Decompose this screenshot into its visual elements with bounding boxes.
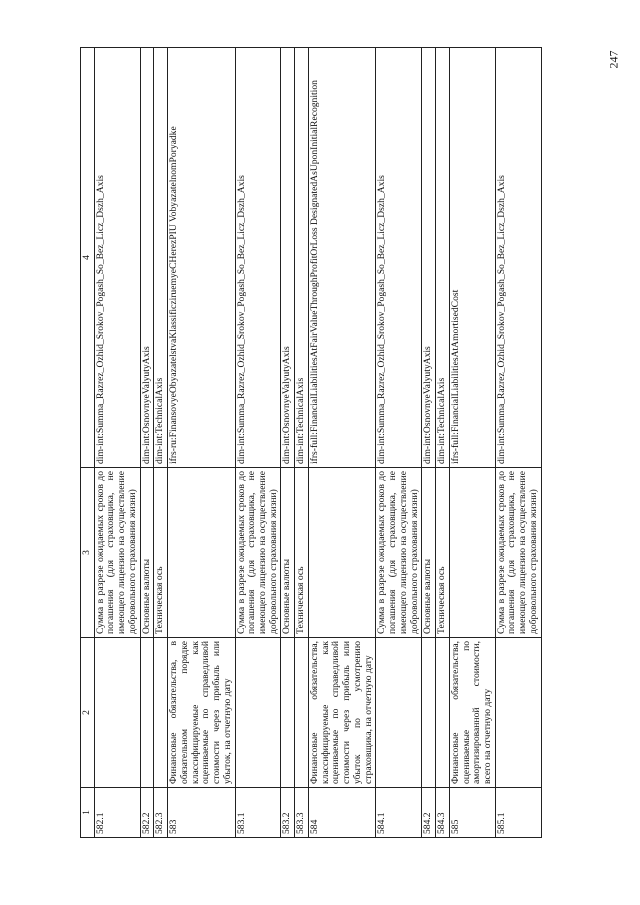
row-number-cell: 584.1 — [376, 788, 422, 838]
row-description-cell — [168, 468, 235, 638]
row-code-cell: dim-int:TechnicalAxis — [154, 48, 168, 468]
row-name-cell — [281, 638, 295, 788]
row-code-cell: dim-int:TechnicalAxis — [295, 48, 309, 468]
table-row — [495, 48, 541, 838]
row-name-cell: Финансовые обязательства, в обязательном порядке классифицируемые как оцениваемые по справедливой стоимости через прибыль или убыток, на отчетную дату — [168, 638, 235, 788]
table-row — [422, 48, 436, 838]
row-code-cell: dim-int:Summa_Razrez_Ozhid_Srokov_Pogash_So_Bez_Licz_Dszh_Axis — [495, 48, 541, 468]
row-code-cell: dim-int:Summa_Razrez_Ozhid_Srokov_Pogash_So_Bez_Licz_Dszh_Axis — [94, 48, 140, 468]
row-description-cell: Сумма в разрезе ожидаемых сроков до погашения (для страховщика, не имеющего лицензию на осуществление добровольного страхования жизни) — [235, 468, 281, 638]
row-code-cell: ifrs-ru:FinansovyeObyazatelstvaKlassificziruemyeCHerezPIU VobyazatelnomPoryadke — [168, 48, 235, 468]
row-number-cell: 583.3 — [295, 788, 309, 838]
row-number-cell: 584 — [308, 788, 375, 838]
row-number-cell: 584.3 — [436, 788, 450, 838]
row-name-cell — [495, 638, 541, 788]
table-row — [235, 48, 281, 838]
row-description-cell: Сумма в разрезе ожидаемых сроков до погашения (для страховщика, не имеющего лицензию на осуществление добровольного страхования жизни) — [495, 468, 541, 638]
row-number-cell: 585 — [449, 788, 495, 838]
row-code-cell: dim-int:TechnicalAxis — [436, 48, 450, 468]
table-row — [154, 48, 168, 838]
table-row — [436, 48, 450, 838]
table-row — [376, 48, 422, 838]
table-body — [94, 48, 541, 838]
row-description-cell: Основные валюты — [422, 468, 436, 638]
row-name-cell: Финансовые обязательства, классифицируемые как оцениваемые по справедливой стоимости через прибыль или убыток по усмотрению страховщика, на отчетную дату — [308, 638, 375, 788]
row-name-cell — [94, 638, 140, 788]
row-description-cell: Техническая ось — [154, 468, 168, 638]
row-code-cell: dim-int:OsnovnyeValyutyAxis — [281, 48, 295, 468]
row-name-cell — [422, 638, 436, 788]
table-row — [168, 48, 235, 838]
row-number-cell: 584.2 — [422, 788, 436, 838]
row-name-cell — [140, 638, 154, 788]
row-number-cell: 585.1 — [495, 788, 541, 838]
column-header-4: 4 — [81, 48, 95, 468]
row-number-cell: 583.2 — [281, 788, 295, 838]
row-code-cell: ifrs-full:FinancialLiabilitiesAtFairValueThroughProfitOrLoss DesignatedAsUponInitialRecognition — [308, 48, 375, 468]
table-header-row — [81, 48, 95, 838]
table-row — [449, 48, 495, 838]
row-code-cell: dim-int:Summa_Razrez_Ozhid_Srokov_Pogash_So_Bez_Licz_Dszh_Axis — [235, 48, 281, 468]
row-name-cell — [376, 638, 422, 788]
row-description-cell: Основные валюты — [140, 468, 154, 638]
column-header-3: 3 — [81, 468, 95, 638]
rotated-table-container — [80, 48, 585, 838]
column-header-2: 2 — [81, 638, 95, 788]
row-name-cell — [295, 638, 309, 788]
row-code-cell: dim-int:OsnovnyeValyutyAxis — [422, 48, 436, 468]
row-description-cell: Сумма в разрезе ожидаемых сроков до погашения (для страховщика, не имеющего лицензию на осуществление добровольного страхования жизни) — [94, 468, 140, 638]
row-name-cell — [154, 638, 168, 788]
table-row — [281, 48, 295, 838]
row-number-cell: 583.1 — [235, 788, 281, 838]
row-description-cell: Сумма в разрезе ожидаемых сроков до погашения (для страховщика, не имеющего лицензию на осуществление добровольного страхования жизни) — [376, 468, 422, 638]
row-description-cell — [449, 468, 495, 638]
table-row — [308, 48, 375, 838]
table-row — [94, 48, 140, 838]
row-description-cell: Техническая ось — [436, 468, 450, 638]
table-row — [295, 48, 309, 838]
row-number-cell: 582.2 — [140, 788, 154, 838]
page-number: 247 — [606, 50, 621, 69]
row-description-cell: Основные валюты — [281, 468, 295, 638]
row-number-cell: 582.1 — [94, 788, 140, 838]
row-code-cell: ifrs-full:FinancialLiabilitiesAtAmortisedCost — [449, 48, 495, 468]
row-code-cell: dim-int:Summa_Razrez_Ozhid_Srokov_Pogash_So_Bez_Licz_Dszh_Axis — [376, 48, 422, 468]
row-number-cell: 582.3 — [154, 788, 168, 838]
row-name-cell — [436, 638, 450, 788]
row-code-cell: dim-int:OsnovnyeValyutyAxis — [140, 48, 154, 468]
register-table — [80, 47, 542, 838]
table-row — [140, 48, 154, 838]
row-description-cell — [308, 468, 375, 638]
row-description-cell: Техническая ось — [295, 468, 309, 638]
row-name-cell: Финансовые обязательства, оцениваемые по амортизированной стоимости, всего на отчетную дату — [449, 638, 495, 788]
row-name-cell — [235, 638, 281, 788]
row-number-cell: 583 — [168, 788, 235, 838]
column-header-1: 1 — [81, 788, 95, 838]
